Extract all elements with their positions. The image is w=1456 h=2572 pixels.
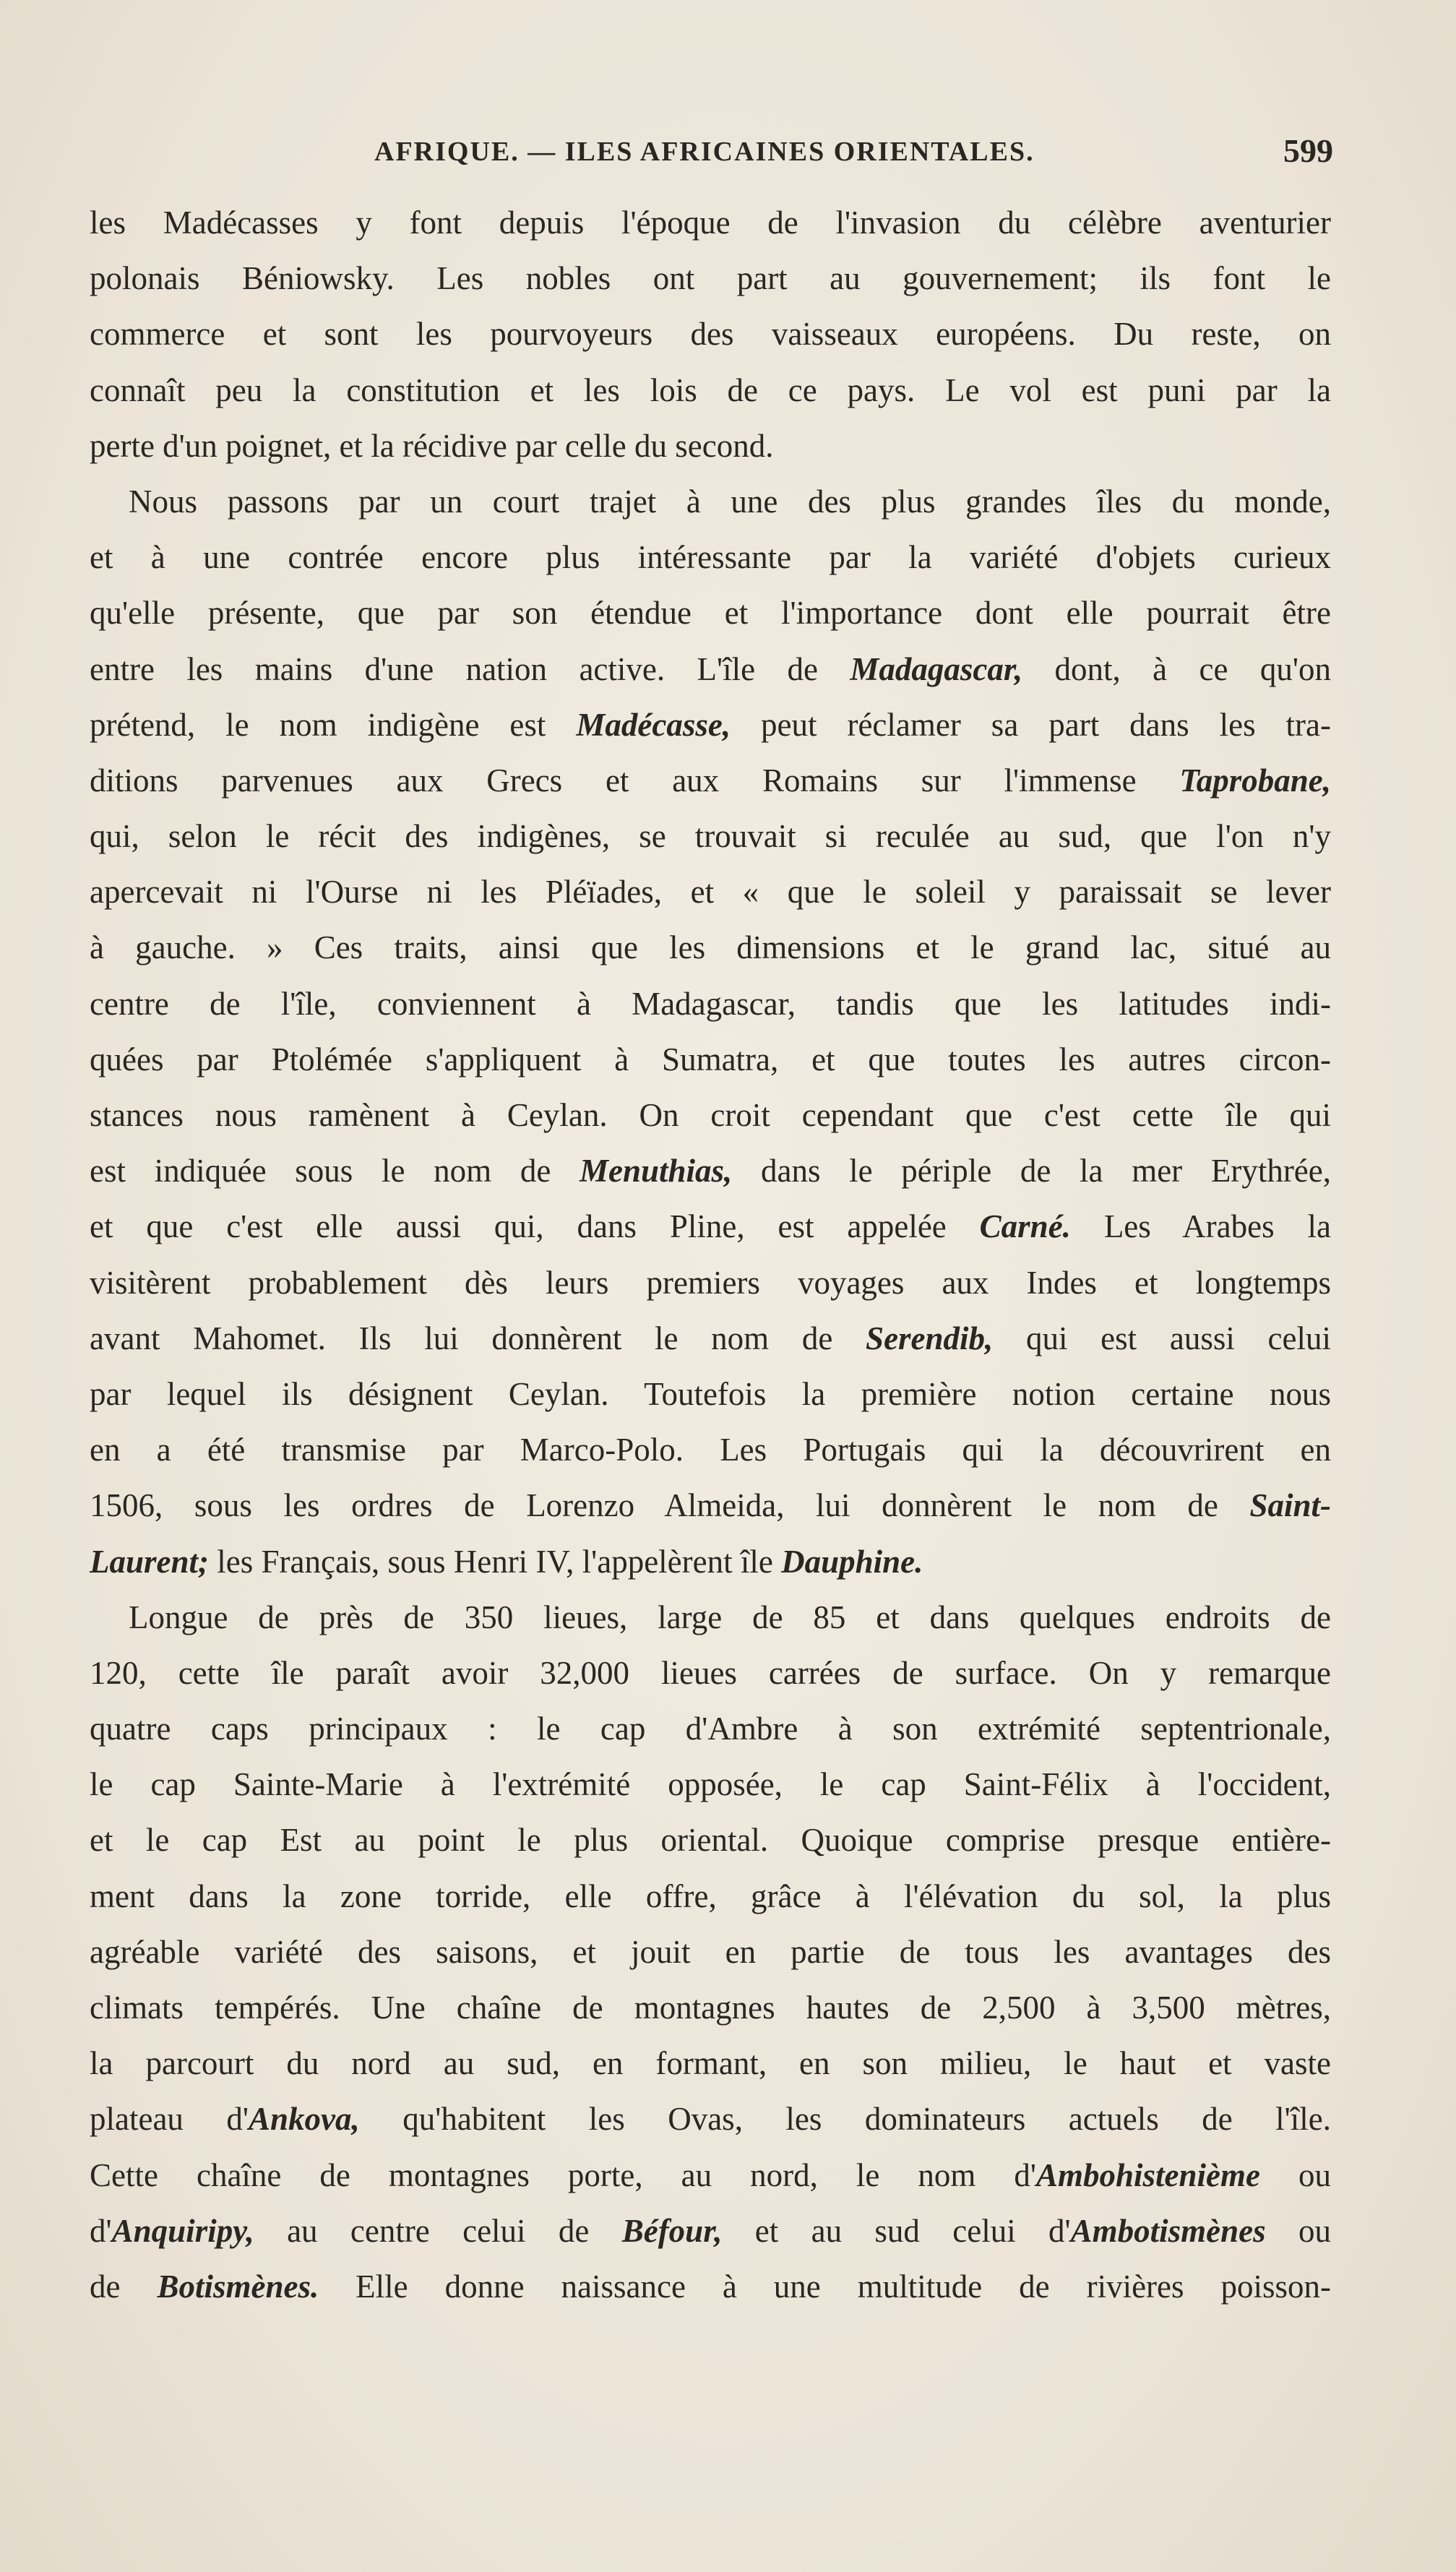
text-line [90,2203,1331,2259]
text-line [90,1032,1331,1088]
text-segment: d' [90,2212,112,2249]
text-line [90,1199,1331,1255]
text-segment: centre de l'île, conviennent à Madagascar, tandis que les latitudes indi- [90,985,1331,1022]
text-line [90,1143,1331,1199]
text-line [90,920,1331,976]
text-segment: dans le périple de la mer Erythrée, [732,1153,1331,1190]
text-line [90,753,1331,809]
italic-term: Carné. [979,1208,1071,1245]
text-segment: 1506, sous les ordres de Lorenzo Almeida, lui donnèrent le nom de [90,1487,1250,1524]
text-segment: ditions parvenues aux Grecs et aux Romains sur l'immense [90,762,1180,799]
text-line [90,1924,1331,1980]
text-segment: la parcourt du nord au sud, en formant, en son milieu, le haut et vaste [90,2045,1331,2082]
text-line [90,1869,1331,1924]
text-line [90,642,1331,697]
text-line [90,474,1331,530]
italic-term: Menuthias, [579,1153,733,1190]
text-line [90,585,1331,641]
text-segment: quées par Ptolémée s'appliquent à Sumatra, et que toutes les autres circon- [90,1041,1331,1078]
text-segment: qui, selon le récit des indigènes, se trouvait si reculée au sud, que l'on n'y [90,818,1331,855]
text-segment: perte d'un poignet, et la récidive par celle du second. [90,427,774,464]
text-segment: Elle donne naissance à une multitude de rivières poisson- [319,2268,1331,2305]
text-segment: 120, cette île paraît avoir 32,000 lieues carrées de surface. On y remarque [90,1654,1331,1691]
text-segment: plateau d' [90,2101,249,2138]
text-line [90,2148,1331,2203]
text-line [90,418,1331,474]
text-line [90,809,1331,864]
text-segment: qu'habitent les Ovas, les dominateurs actuels de l'île. [359,2101,1331,2138]
text-segment: polonais Béniowsky. Les nobles ont part au gouvernement; ils font le [90,260,1331,297]
text-line [90,1980,1331,2036]
text-line [90,1478,1331,1534]
italic-term: Ambohistenième [1035,2156,1260,2193]
text-segment: et que c'est elle aussi qui, dans Pline, est appelée [90,1208,980,1245]
text-segment: Longue de près de 350 lieues, large de 85 et dans quelques endroits de [129,1599,1331,1635]
text-segment: par lequel ils désignent Ceylan. Toutefois la première notion certaine nous [90,1375,1331,1412]
text-segment: au centre celui de [254,2212,622,2249]
italic-term: Laurent; [90,1543,210,1580]
text-segment: ou [1259,2156,1331,2193]
text-line [90,2091,1331,2147]
italic-term: Madécasse, [576,706,731,743]
text-segment: apercevait ni l'Ourse ni les Pléïades, et « que le soleil y paraissait se lever [90,874,1331,911]
italic-term: Taprobane, [1179,762,1331,799]
text-segment: peut réclamer sa part dans les tra- [731,706,1331,743]
text-line [90,2259,1331,2315]
italic-term: Botismènes. [157,2268,319,2305]
text-segment: les Madécasses y font depuis l'époque de l'invasion du célèbre aventurier [90,205,1331,241]
text-segment: entre les mains d'une nation active. L'île de [90,650,850,687]
page-number: 599 [1283,132,1333,169]
text-segment: climats tempérés. Une chaîne de montagnes hautes de 2,500 à 3,500 mètres, [90,1990,1331,2026]
text-line [90,306,1331,362]
text-line [90,1422,1331,1478]
text-segment: et à une contrée encore plus intéressante par la variété d'objets curieux [90,539,1331,576]
text-segment: connaît peu la constitution et les lois de ce pays. Le vol est puni par la [90,371,1331,408]
text-segment: dont, à ce qu'on [1022,650,1331,687]
text-line [90,1088,1331,1143]
text-segment: avant Mahomet. Ils lui donnèrent le nom de [90,1320,866,1356]
text-line [90,2036,1331,2091]
italic-term: Anquiripy, [111,2212,254,2249]
text-segment: ou [1265,2212,1331,2249]
text-segment: commerce et sont les pourvoyeurs des vaisseaux européens. Du reste, on [90,316,1331,353]
text-segment: visitèrent probablement dès leurs premiers voyages aux Indes et longtemps [90,1264,1331,1301]
italic-term: Madagascar, [850,650,1023,687]
text-line [90,1646,1331,1701]
text-segment: agréable variété des saisons, et jouit en partie de tous les avantages des [90,1933,1331,1970]
text-line [90,1701,1331,1757]
text-segment: de [90,2268,158,2305]
text-segment: et le cap Est au point le plus oriental. Quoique comprise presque entière- [90,1822,1331,1859]
italic-term: Dauphine. [781,1543,923,1580]
italic-term: Béfour, [621,2212,723,2249]
italic-term: Ambotismènes [1070,2212,1266,2249]
text-line [90,864,1331,920]
italic-term: Saint- [1249,1487,1331,1524]
text-segment: les Français, sous Henri IV, l'appelèrent île [209,1543,782,1580]
text-line [90,976,1331,1032]
text-segment: en a été transmise par Marco-Polo. Les Portugais qui la découvrirent en [90,1432,1331,1468]
italic-term: Serendib, [866,1320,994,1356]
text-segment: Les Arabes la [1070,1208,1331,1245]
text-line [90,251,1331,306]
text-line [90,1590,1331,1646]
text-line [90,1534,1331,1590]
text-line [90,1367,1331,1422]
running-header [0,132,1456,179]
text-segment: à gauche. » Ces traits, ainsi que les dimensions et le grand lac, situé au [90,929,1331,966]
text-segment: le cap Sainte-Marie à l'extrémité opposée, le cap Saint-Félix à l'occident, [90,1766,1331,1803]
text-segment: Cette chaîne de montagnes porte, au nord, le nom d' [90,2156,1036,2193]
text-segment: stances nous ramènent à Ceylan. On croit cependant que c'est cette île qui [90,1097,1331,1133]
text-line [90,1812,1331,1868]
text-segment: est indiquée sous le nom de [90,1153,580,1190]
text-line [90,530,1331,585]
text-line [90,1255,1331,1311]
text-segment: prétend, le nom indigène est [90,706,577,743]
text-line [90,363,1331,418]
text-segment: qui est aussi celui [993,1320,1331,1356]
text-line [90,697,1331,753]
text-segment: quatre caps principaux : le cap d'Ambre à son extrémité septentrionale, [90,1711,1331,1747]
text-line [90,1311,1331,1367]
body-text [90,195,1331,2315]
text-line [90,1757,1331,1812]
text-segment: et au sud celui d' [722,2212,1071,2249]
text-segment: ment dans la zone torride, elle offre, grâce à l'élévation du sol, la plus [90,1878,1331,1914]
text-segment: Nous passons par un court trajet à une des plus grandes îles du monde, [129,483,1331,520]
running-title: AFRIQUE. — ILES AFRICAINES ORIENTALES. [374,137,1035,167]
text-segment: qu'elle présente, que par son étendue et l'importance dont elle pourrait être [90,595,1331,632]
italic-term: Ankova, [249,2101,360,2138]
text-line [90,195,1331,251]
